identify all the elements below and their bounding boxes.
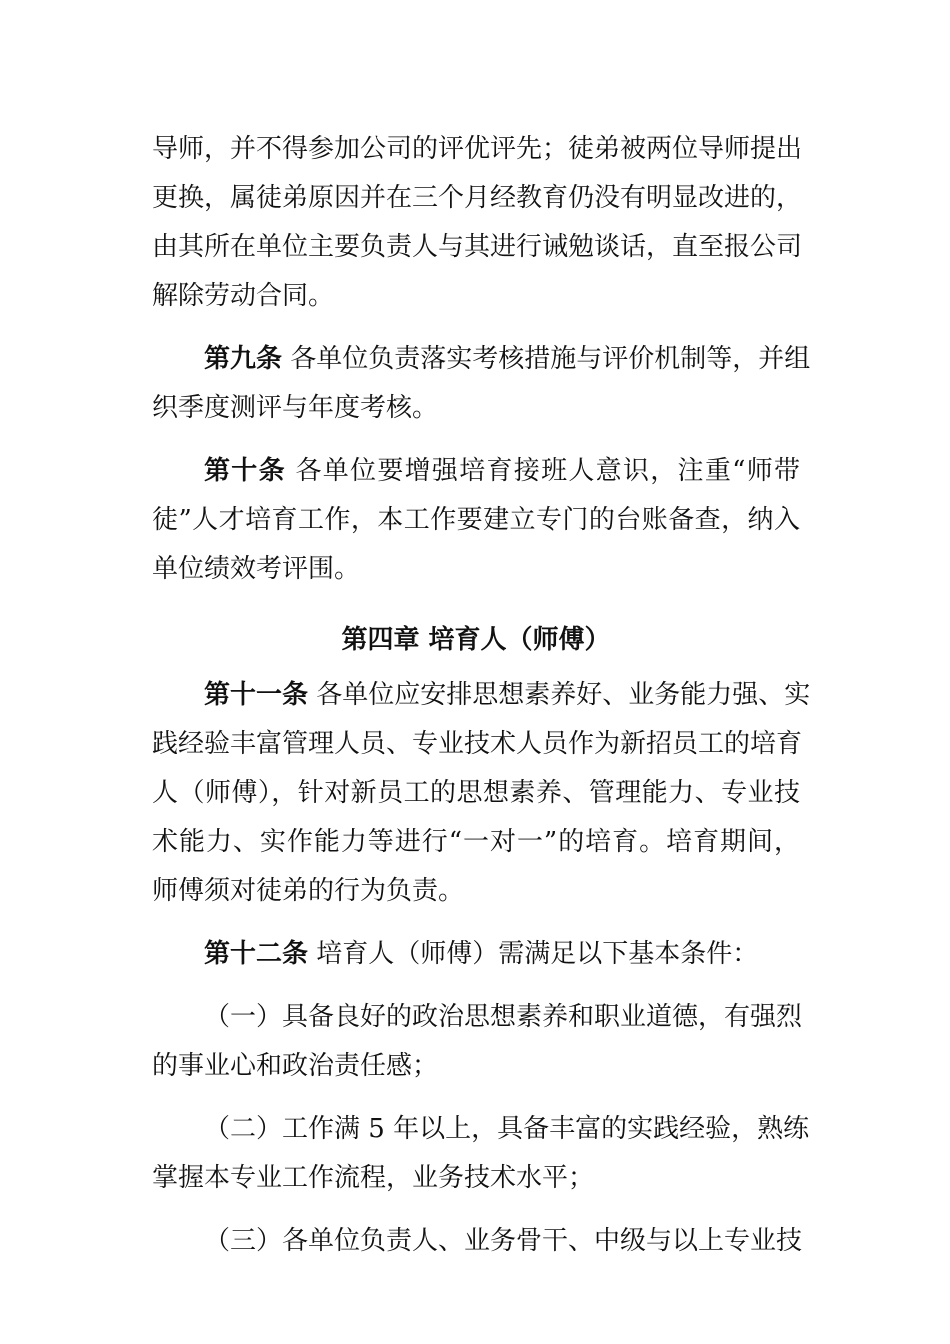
text-line: 导师，并不得参加公司的评优评先；徒弟被两位导师提出 — [152, 134, 803, 164]
article-12 — [152, 930, 800, 979]
article-first-line — [152, 671, 811, 720]
text-line: 术能力、实作能力等进行“一对一”的培育。培育期间， — [152, 827, 800, 857]
text-line: 单位绩效考评围。 — [152, 554, 361, 584]
document-page — [152, 125, 811, 1266]
text-line: （一）具备良好的政治思想素养和职业道德，有强烈 — [204, 1002, 803, 1032]
text-line: 师傅须对徒弟的行为负责。 — [152, 876, 465, 906]
list-item — [152, 993, 803, 1091]
article-first-line — [152, 930, 800, 979]
text-line: 徒”人才培育工作，本工作要建立专门的台账备查，纳入 — [152, 505, 800, 535]
text-line: 织季度测评与年度考核。 — [152, 393, 439, 423]
article-text: 培育人（师傅）需满足以下基本条件： — [316, 939, 759, 969]
list-item — [152, 1105, 810, 1203]
text-line: 解除劳动合同。 — [152, 281, 335, 311]
article-11 — [152, 671, 811, 916]
text-line: 更换，属徒弟原因并在三个月经教育仍没有明显改进的， — [152, 183, 803, 213]
article-first-line — [152, 447, 800, 496]
list-item — [152, 1217, 803, 1266]
text-line: 践经验丰富管理人员、专业技术人员作为新招员工的培育 — [152, 729, 803, 759]
article-label: 第十一条 — [204, 680, 309, 710]
article-label: 第十二条 — [204, 939, 309, 969]
article-text: 各单位负责落实考核措施与评价机制等，并组 — [290, 344, 811, 374]
article-label: 第九条 — [204, 344, 283, 374]
article-9 — [152, 335, 811, 433]
text-line: （三）各单位负责人、业务骨干、中级与以上专业技 — [204, 1226, 803, 1256]
article-text: 各单位应安排思想素养好、业务能力强、实 — [316, 680, 811, 710]
text-line: （二）工作满 5 年以上，具备丰富的实践经验，熟练 — [204, 1114, 810, 1144]
text-line: 人（师傅），针对新员工的思想素养、管理能力、专业技 — [152, 778, 800, 808]
text-line: 掌握本专业工作流程，业务技术水平； — [152, 1163, 595, 1193]
text-line: 的事业心和政治责任感； — [152, 1051, 439, 1081]
article-10 — [152, 447, 800, 594]
paragraph-continuation — [152, 125, 803, 321]
article-first-line — [152, 335, 811, 384]
chapter-heading: 第四章 培育人（师傅） — [341, 625, 611, 655]
article-text: 各单位要增强培育接班人意识，注重“师带 — [295, 456, 800, 486]
article-label: 第十条 — [204, 456, 286, 486]
text-line: 由其所在单位主要负责人与其进行诫勉谈话，直至报公司 — [152, 232, 803, 262]
